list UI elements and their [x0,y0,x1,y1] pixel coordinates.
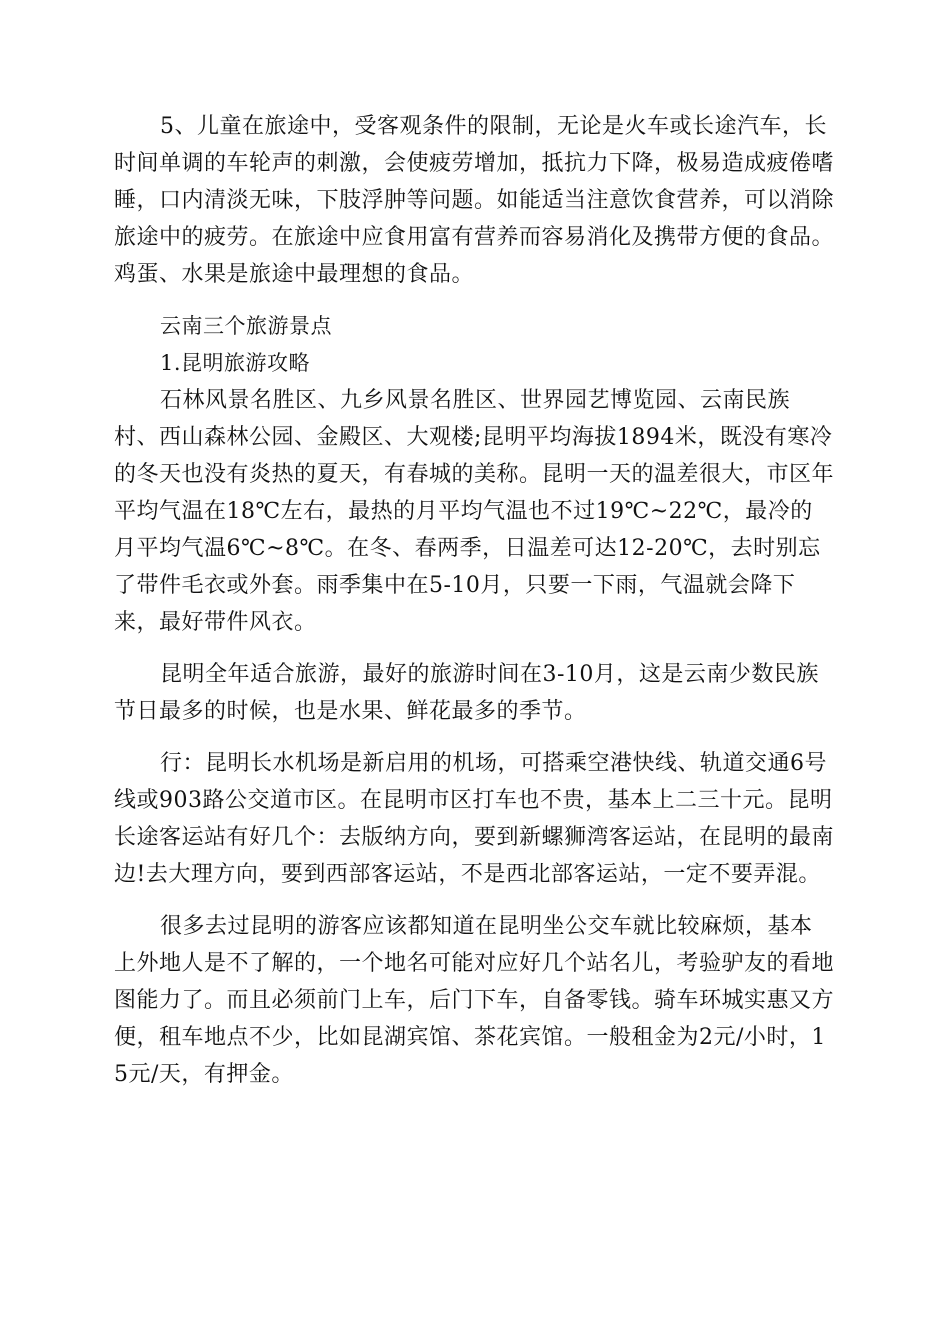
paragraph-child-travel-fatigue: 5、儿童在旅途中，受客观条件的限制，无论是火车或长途汽车，长时间单调的车轮声的刺激，会使疲劳增加，抵抗力下降，极易造成疲倦嗜睡，口内清淡无味，下肢浮肿等问题。如能适当注意饮食营养，可以消除旅途中的疲劳。在旅途中应食用富有营养而容易消化及携带方便的食品。鸡蛋、水果是旅途中最理想的食品。 [114,114,835,287]
paragraph-transport: 行：昆明长水机场是新启用的机场，可搭乘空港快线、轨道交通6号线或903路公交道市区。在昆明市区打车也不贵，基本上二三十元。昆明长途客运站有好几个：去版纳方向，要到新螺狮湾客运站，在昆明的最南边!去大理方向，要到西部客运站，不是西北部客运站，一定不要弄混。 [114,751,835,887]
paragraph-local-transit: 很多去过昆明的游客应该都知道在昆明坐公交车就比较麻烦，基本上外地人是不了解的，一个地名可能对应好几个站名儿，考验驴友的看地图能力了。而且必须前门上车，后门下车，自备零钱。骑车环城实惠又方便，租车地点不少，比如昆湖宾馆、茶花宾馆。一般租金为2元/小时，15元/天，有押金。 [114,914,835,1087]
section-title: 云南三个旅游景点 [160,314,332,338]
subsection-title: 1.昆明旅游攻略 [160,351,311,375]
paragraph-best-time: 昆明全年适合旅游，最好的旅游时间在3-10月，这是云南少数民族节日最多的时候，也是水果、鲜花最多的季节。 [114,662,819,724]
paragraph-kunming-climate: 石林风景名胜区、九乡风景名胜区、世界园艺博览园、云南民族村、西山森林公园、金殿区、大观楼;昆明平均海拔1894米，既没有寒冷的冬天也没有炎热的夏天，有春城的美称。昆明一天的温差很大，市区年平均气温在18℃左右，最热的月平均气温也不过19℃~22℃，最冷的月平均气温6℃~8℃。在冬、春两季，日温差可达12-20℃，去时别忘了带件毛衣或外套。雨季集中在5-10月，只要一下雨，气温就会降下来，最好带件风衣。 [114,388,835,635]
document-page [114,108,834,1093]
